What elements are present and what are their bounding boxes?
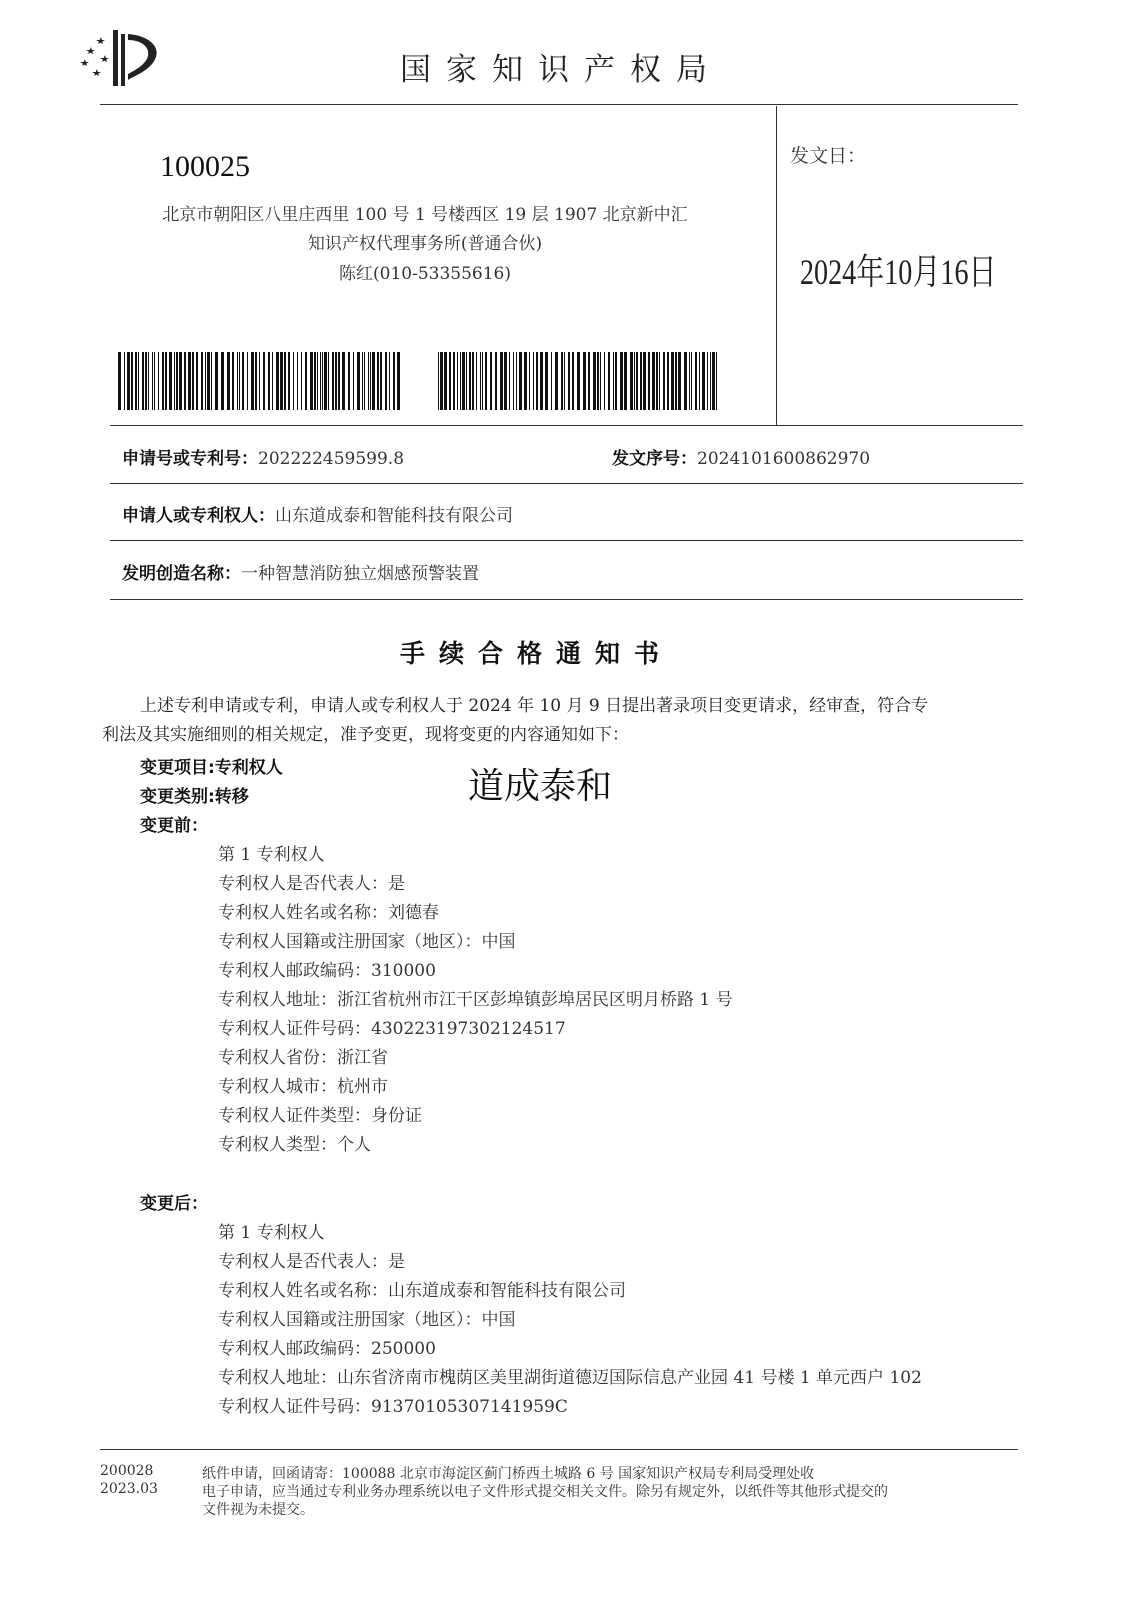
- recipient-postcode: 100025: [160, 150, 250, 183]
- serial-number-value: 2024101600862970: [697, 449, 871, 469]
- change-type: 变更类别:转移: [140, 787, 249, 807]
- before-item: 专利权人地址：浙江省杭州市江干区彭埠镇彭埠居民区明月桥路 1 号: [218, 990, 733, 1010]
- recipient-contact: 陈红(010-53355616): [339, 264, 511, 284]
- notice-paragraph-line2: 利法及其实施细则的相关规定，准予变更，现将变更的内容通知如下：: [102, 725, 629, 745]
- serial-number-row: [612, 444, 870, 469]
- cnipa-logo: [80, 28, 164, 90]
- invention-title-label: 发明创造名称：: [122, 564, 241, 584]
- recipient-address-line2: 知识产权代理事务所(普通合伙): [307, 234, 543, 254]
- serial-number-label: 发文序号：: [612, 449, 697, 469]
- before-item: 专利权人省份：浙江省: [218, 1048, 388, 1068]
- date-column-divider: [776, 106, 777, 426]
- after-item: 专利权人邮政编码：250000: [218, 1339, 436, 1359]
- before-item: 专利权人证件号码：430223197302124517: [218, 1019, 566, 1039]
- before-item: 专利权人是否代表人：是: [218, 874, 405, 894]
- after-item: 专利权人证件号码：91370105307141959C: [218, 1397, 568, 1417]
- row-divider: [110, 483, 1023, 484]
- overlay-text: 道成泰和: [468, 766, 613, 807]
- after-item: 第 1 专利权人: [218, 1223, 325, 1243]
- before-item: 专利权人类型：个人: [218, 1135, 371, 1155]
- after-item: 专利权人姓名或名称：山东道成泰和智能科技有限公司: [218, 1281, 626, 1301]
- barcode-1: [118, 352, 400, 410]
- after-item: 专利权人国籍或注册国家（地区）：中国: [218, 1310, 516, 1330]
- row-divider: [110, 599, 1023, 600]
- application-number-row: [122, 444, 404, 469]
- invention-title-value: 一种智慧消防独立烟感预警装置: [241, 564, 479, 584]
- applicant-value: 山东道成泰和智能科技有限公司: [275, 506, 513, 526]
- block-divider: [110, 425, 1023, 426]
- before-label: 变更前：: [140, 816, 208, 836]
- form-code: 200028: [100, 1463, 154, 1479]
- row-divider: [110, 540, 1023, 541]
- footer-divider: [100, 1449, 1018, 1450]
- invention-title-row: [122, 559, 479, 584]
- form-date: 2023.03: [100, 1481, 158, 1497]
- before-item: 专利权人城市：杭州市: [218, 1077, 388, 1097]
- office-name: 国家知识产权局: [400, 52, 722, 88]
- issue-date-label: 发文日：: [790, 145, 867, 167]
- recipient-address-line1: 北京市朝阳区八里庄西里 100 号 1 号楼西区 19 层 1907 北京新中汇: [162, 205, 688, 225]
- notice-paragraph-line1: 上述专利申请或专利，申请人或专利权人于 2024 年 10 月 9 日提出著录项目变更请求，经审查，符合专: [140, 696, 929, 716]
- after-item: 专利权人是否代表人：是: [218, 1252, 405, 1272]
- barcode-2: [438, 352, 720, 410]
- before-item: 专利权人姓名或名称：刘德春: [218, 903, 439, 923]
- before-item: 专利权人证件类型：身份证: [218, 1106, 422, 1126]
- issue-date-value: 2024年10月16日: [800, 252, 997, 292]
- applicant-label: 申请人或专利权人：: [122, 506, 275, 526]
- application-number-value: 202222459599.8: [258, 449, 405, 469]
- application-number-label: 申请号或专利号：: [122, 449, 258, 469]
- footer-line2: 电子申请，应当通过专利业务办理系统以电子文件形式提交相关文件。除另有规定外，以纸件等其他形式提交的: [202, 1484, 888, 1500]
- notice-title: 手续合格通知书: [400, 639, 674, 668]
- after-item: 专利权人地址：山东省济南市槐荫区美里湖街道德迈国际信息产业园 41 号楼 1 单元西户 102: [218, 1368, 922, 1388]
- before-item: 第 1 专利权人: [218, 845, 325, 865]
- header-divider: [100, 104, 1018, 105]
- before-item: 专利权人国籍或注册国家（地区）：中国: [218, 932, 516, 952]
- footer-line1: 纸件申请，回函请寄：100088 北京市海淀区蓟门桥西土城路 6 号 国家知识产权局专利局受理处收: [202, 1466, 815, 1482]
- change-item: 变更项目:专利权人: [140, 758, 283, 778]
- after-label: 变更后：: [140, 1194, 208, 1214]
- footer-line3: 文件视为未提交。: [202, 1502, 314, 1518]
- applicant-row: [122, 501, 513, 526]
- before-item: 专利权人邮政编码：310000: [218, 961, 436, 981]
